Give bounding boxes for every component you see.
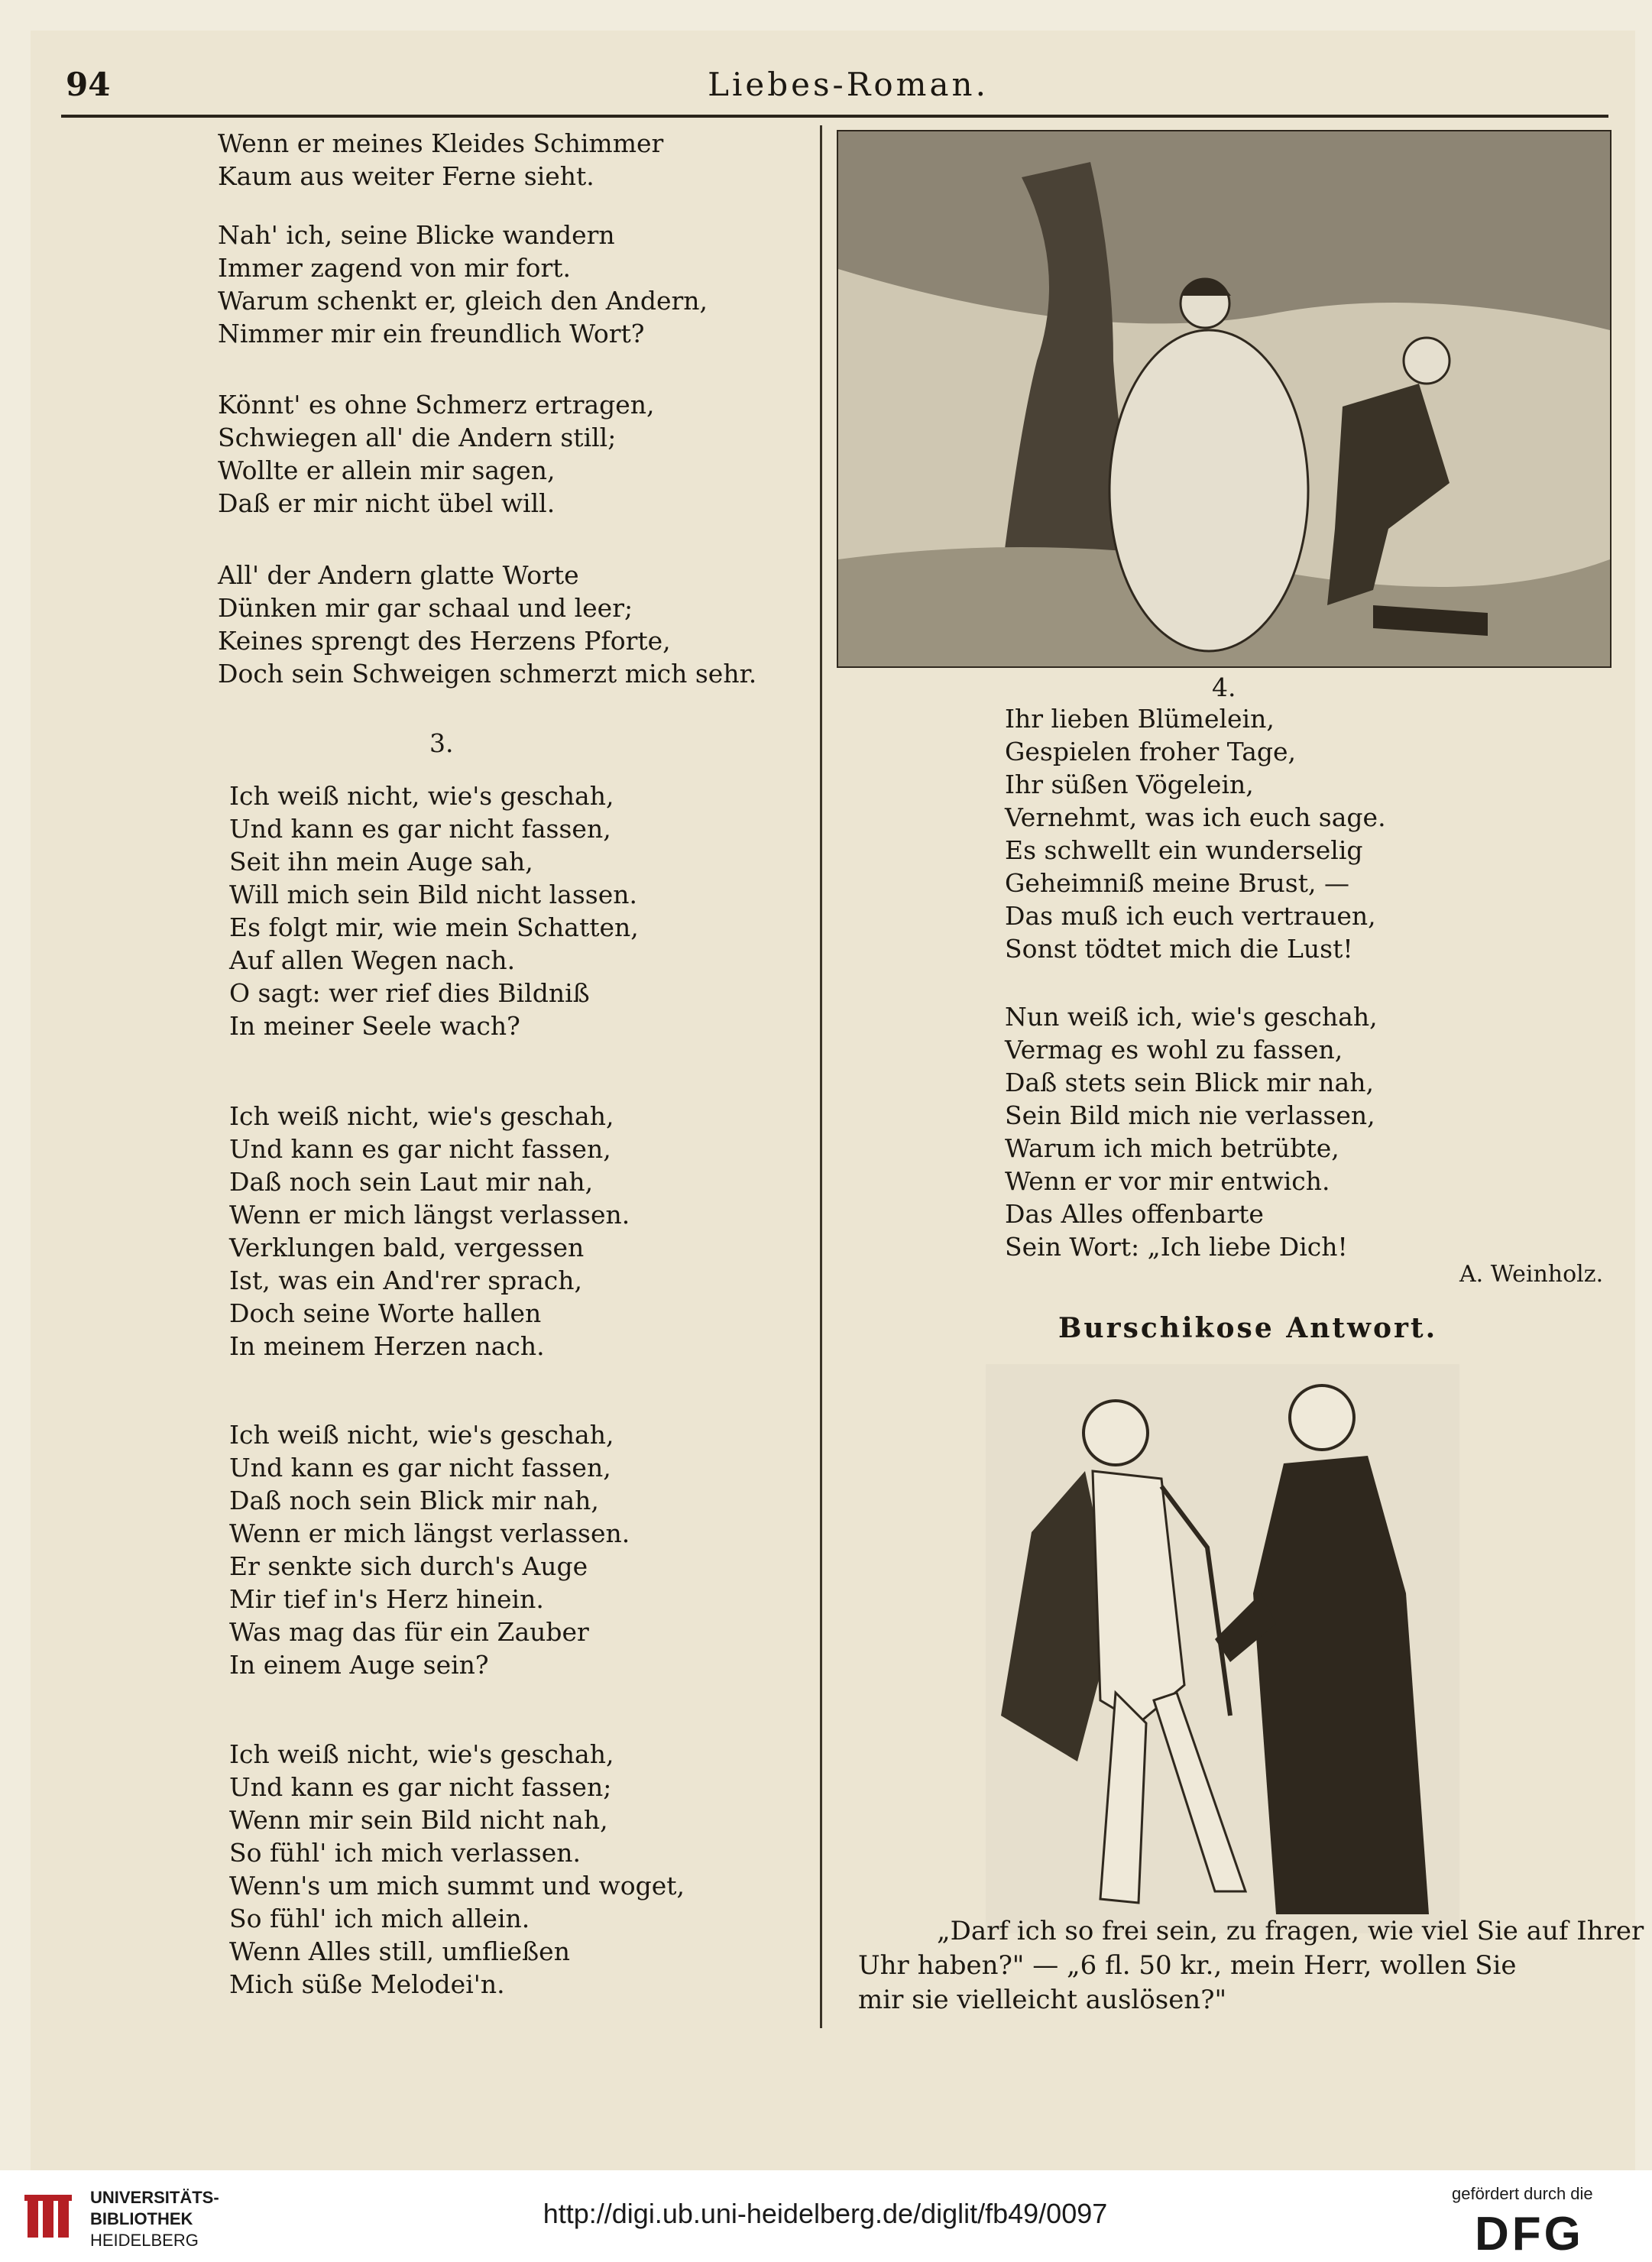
funded-by-label: gefördert durch die — [1452, 2184, 1593, 2203]
institution-line: BIBLIOTHEK — [90, 2209, 193, 2228]
verse-line: Ich weiß nicht, wie's geschah, — [229, 1420, 614, 1450]
caption-line: „Darf ich so frei sein, zu fragen, wie viel Sie auf Ihrer — [937, 1916, 1644, 1946]
verse-line: Kaum aus weiter Ferne sieht. — [218, 161, 594, 191]
verse-line: Vernehmt, was ich euch sage. — [1005, 802, 1386, 832]
verse-line: Keines sprengt des Herzens Pforte, — [218, 626, 671, 656]
verse-line: In einem Auge sein? — [229, 1650, 489, 1680]
source-url-link[interactable]: http://digi.ub.uni-heidelberg.de/diglit/fb49/0097 — [543, 2198, 1108, 2229]
verse-line: O sagt: wer rief dies Bildniß — [229, 978, 590, 1008]
verse-line: Geheimniß meine Brust, — — [1005, 868, 1349, 898]
section-number-3: 3. — [429, 728, 454, 758]
verse-line: Das muß ich euch vertrauen, — [1005, 901, 1376, 931]
verse-line: Sonst tödtet mich die Lust! — [1005, 934, 1353, 964]
verse-line: Wollte er allein mir sagen, — [218, 455, 556, 485]
dfg-logo: DFG — [1475, 2208, 1584, 2260]
header-rule — [61, 115, 1608, 118]
verse-line: Wenn er meines Kleides Schimmer — [218, 128, 664, 158]
students-cartoon-illustration — [986, 1364, 1459, 1933]
verse-line: In meiner Seele wach? — [229, 1011, 520, 1041]
verse-line: Ich weiß nicht, wie's geschah, — [229, 781, 614, 811]
verse-line: Und kann es gar nicht fassen, — [229, 814, 611, 844]
institution-line: UNIVERSITÄTS- — [90, 2188, 219, 2207]
verse-line: Immer zagend von mir fort. — [218, 253, 571, 283]
section-heading: Burschikose Antwort. — [1058, 1312, 1438, 1344]
verse-line: So fühl' ich mich allein. — [229, 1904, 530, 1933]
verse-line: Mir tief in's Herz hinein. — [229, 1584, 544, 1614]
verse-line: Seit ihn mein Auge sah, — [229, 847, 533, 877]
verse-line: Schwiegen all' die Andern still; — [218, 423, 617, 452]
verse-line: Doch seine Worte hallen — [229, 1298, 542, 1328]
verse-line: Wenn's um mich summt und woget, — [229, 1871, 685, 1901]
university-logo-icon — [23, 2192, 76, 2245]
verse-line: Das Alles offenbarte — [1005, 1199, 1264, 1229]
verse-line: Doch sein Schweigen schmerzt mich sehr. — [218, 659, 757, 689]
couple-engraving-illustration — [837, 130, 1612, 668]
verse-line: Gespielen froher Tage, — [1005, 737, 1297, 766]
verse-line: Könnt' es ohne Schmerz ertragen, — [218, 390, 655, 420]
verse-line: Nimmer mir ein freundlich Wort? — [218, 319, 645, 348]
verse-line: Ihr süßen Vögelein, — [1005, 770, 1254, 799]
verse-line: Wenn er vor mir entwich. — [1005, 1166, 1330, 1196]
verse-line: Mich süße Melodei'n. — [229, 1969, 505, 1999]
verse-line: Ist, was ein And'rer sprach, — [229, 1265, 582, 1295]
verse-line: Es schwellt ein wunderselig — [1005, 835, 1363, 865]
caption-line: mir sie vielleicht auslösen?" — [858, 1985, 1227, 2015]
verse-line: Wenn er mich längst verlassen. — [229, 1200, 630, 1230]
verse-line: Und kann es gar nicht fassen, — [229, 1134, 611, 1164]
verse-line: Es folgt mir, wie mein Schatten, — [229, 912, 639, 942]
caption-line: Uhr haben?" — „6 fl. 50 kr., mein Herr, wollen Sie — [858, 1950, 1517, 1981]
verse-line: Daß noch sein Blick mir nah, — [229, 1486, 599, 1515]
verse-line: Daß er mir nicht übel will. — [218, 488, 556, 518]
verse-line: Will mich sein Bild nicht lassen. — [229, 880, 637, 909]
verse-line: Ich weiß nicht, wie's geschah, — [229, 1101, 614, 1131]
running-title: Liebes-Roman. — [708, 66, 989, 103]
verse-line: Warum ich mich betrübte, — [1005, 1133, 1339, 1163]
verse-line: Wenn mir sein Bild nicht nah, — [229, 1805, 608, 1835]
verse-line: Wenn Alles still, umfließen — [229, 1936, 570, 1966]
verse-line: Und kann es gar nicht fassen; — [229, 1772, 612, 1802]
verse-line: Sein Wort: „Ich liebe Dich! — [1005, 1232, 1348, 1262]
verse-line: Warum schenkt er, gleich den Andern, — [218, 286, 708, 316]
verse-line: Nun weiß ich, wie's geschah, — [1005, 1002, 1378, 1032]
verse-line: Wenn er mich längst verlassen. — [229, 1518, 630, 1548]
poem-author: A. Weinholz. — [1459, 1261, 1604, 1288]
section-number-4: 4. — [1212, 672, 1236, 702]
verse-line: Dünken mir gar schaal und leer; — [218, 593, 633, 623]
verse-line: All' der Andern glatte Worte — [218, 560, 579, 590]
verse-line: Was mag das für ein Zauber — [229, 1617, 589, 1647]
verse-line: So fühl' ich mich verlassen. — [229, 1838, 581, 1868]
verse-line: Daß stets sein Blick mir nah, — [1005, 1068, 1374, 1097]
institution-name — [90, 2187, 219, 2251]
verse-line: Sein Bild mich nie verlassen, — [1005, 1100, 1375, 1130]
verse-line: Nah' ich, seine Blicke wandern — [218, 220, 615, 250]
verse-line: Auf allen Wegen nach. — [229, 945, 516, 975]
verse-line: Ich weiß nicht, wie's geschah, — [229, 1739, 614, 1769]
verse-line: Ihr lieben Blümelein, — [1005, 704, 1275, 734]
verse-line: Daß noch sein Laut mir nah, — [229, 1167, 594, 1197]
verse-line: Verklungen bald, vergessen — [229, 1233, 585, 1262]
footer-bar — [0, 2170, 1652, 2262]
column-divider — [820, 125, 822, 2028]
institution-line: HEIDELBERG — [90, 2231, 199, 2250]
verse-line: Und kann es gar nicht fassen, — [229, 1453, 611, 1483]
verse-line: In meinem Herzen nach. — [229, 1331, 545, 1361]
verse-line: Er senkte sich durch's Auge — [229, 1551, 588, 1581]
page-number: 94 — [66, 66, 111, 103]
verse-line: Vermag es wohl zu fassen, — [1005, 1035, 1343, 1065]
